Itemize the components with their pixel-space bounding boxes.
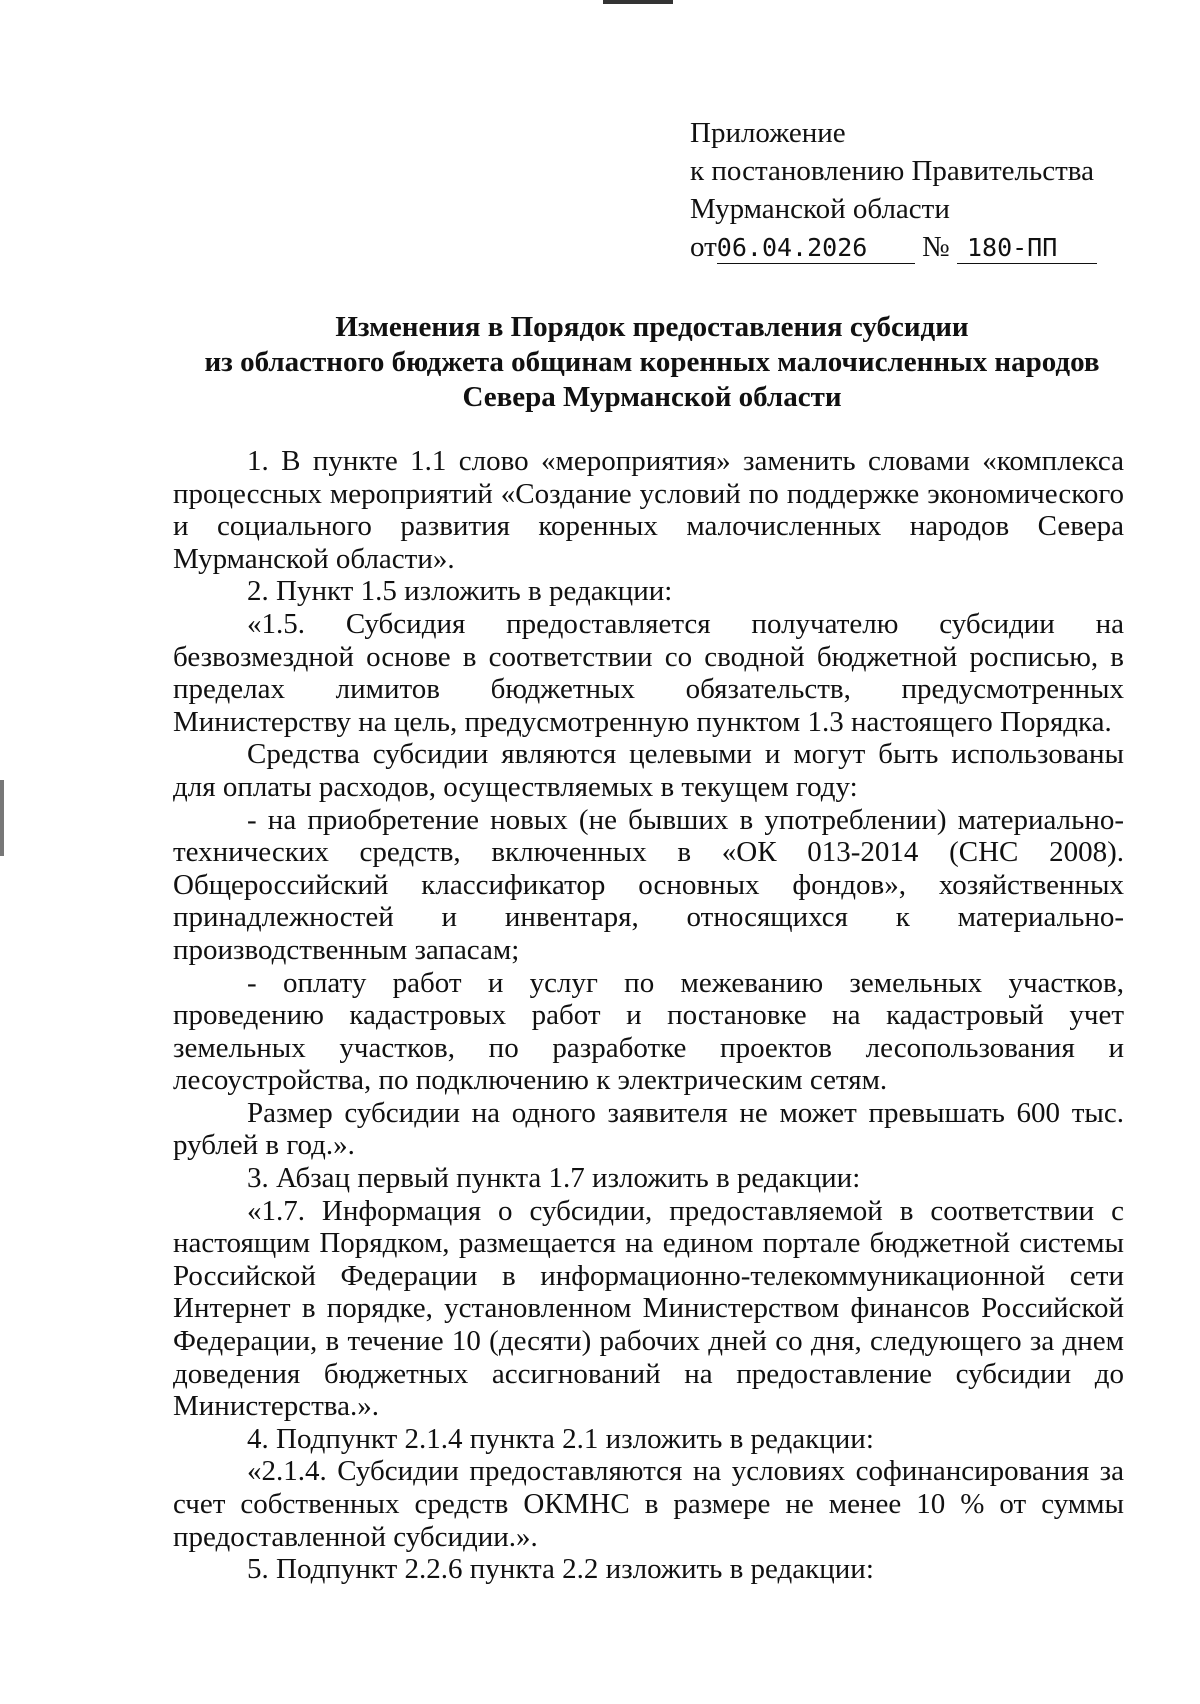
- paragraph-5: - на приобретение новых (не бывших в употреблении) материально-технических средств, включенных в «ОК 013-2014 (СНС 2008). Общероссийский классификатор основных фондов», хозяйственных принадлежностей и инвентаря, относящихся к материально-производственным запасам;: [173, 803, 1124, 966]
- number-prefix: №: [922, 231, 950, 263]
- paragraph-10: 4. Подпункт 2.1.4 пункта 2.1 изложить в редакции:: [247, 1422, 874, 1455]
- resolution-date: 06.04.2026: [717, 233, 915, 264]
- paragraph-1: 1. В пункте 1.1 слово «мероприятия» заменить словами «комплекса процессных мероприятий «Создание условий по поддержке экономического и социального развития коренных малочисленных народов Севера Мурманской области».: [173, 445, 1124, 575]
- scan-mark-top: [603, 0, 673, 4]
- approval-line-3: Мурманской области: [690, 193, 950, 225]
- paragraph-12: 5. Подпункт 2.2.6 пункта 2.2 изложить в редакции:: [247, 1553, 874, 1586]
- paragraph-4: Средства субсидии являются целевыми и могут быть использованы для оплаты расходов, осуществляемых в текущем году:: [173, 738, 1124, 803]
- title-line-3: Севера Мурманской области: [462, 381, 842, 413]
- document-body: [173, 445, 1124, 1586]
- paragraph-2: 2. Пункт 1.5 изложить в редакции:: [247, 575, 673, 608]
- approval-date-line: [690, 228, 1097, 266]
- approval-block: [690, 114, 1097, 266]
- date-prefix: от: [690, 231, 717, 263]
- paragraph-8: 3. Абзац первый пункта 1.7 изложить в редакции:: [247, 1162, 861, 1195]
- paragraph-11: «2.1.4. Субсидии предоставляются на условиях софинансирования за счет собственных средств ОКМНС в размере не менее 10 % от суммы предоставленной субсидии.».: [173, 1455, 1124, 1553]
- document-title: [173, 310, 1131, 415]
- resolution-number: 180-ПП: [957, 233, 1097, 264]
- approval-line-1: Приложение: [690, 117, 846, 149]
- scan-mark-left-edge: [0, 780, 4, 856]
- paragraph-7: Размер субсидии на одного заявителя не может превышать 600 тыс. рублей в год.».: [173, 1096, 1124, 1162]
- approval-line-2: к постановлению Правительства: [690, 155, 1094, 187]
- paragraph-9: «1.7. Информация о субсидии, предоставляемой в соответствии с настоящим Порядком, размещается на едином портале бюджетной системы Российской Федерации в информационно-телекоммуникационной сети Интернет в порядке, установленном Министерством финансов Российской Федерации, в течение 10 (десяти) рабочих дней со дня, следующего за днем доведения бюджетных ассигнований на предоставление субсидии до Министерства.».: [173, 1194, 1124, 1423]
- title-line-1: Изменения в Порядок предоставления субсидии: [335, 311, 969, 343]
- paragraph-3: «1.5. Субсидия предоставляется получателю субсидии на безвозмездной основе в соответствии со сводной бюджетной росписью, в пределах лимитов бюджетных обязательств, предусмотренных Министерству на цель, предусмотренную пунктом 1.3 настоящего Порядка.: [173, 607, 1124, 738]
- title-line-2: из областного бюджета общинам коренных малочисленных народов: [204, 346, 1100, 378]
- paragraph-6: - оплату работ и услуг по межеванию земельных участков, проведению кадастровых работ и постановке на кадастровый учет земельных участков, по разработке проектов лесопользования и лесоустройства, по подключению к электрическим сетям.: [173, 966, 1124, 1097]
